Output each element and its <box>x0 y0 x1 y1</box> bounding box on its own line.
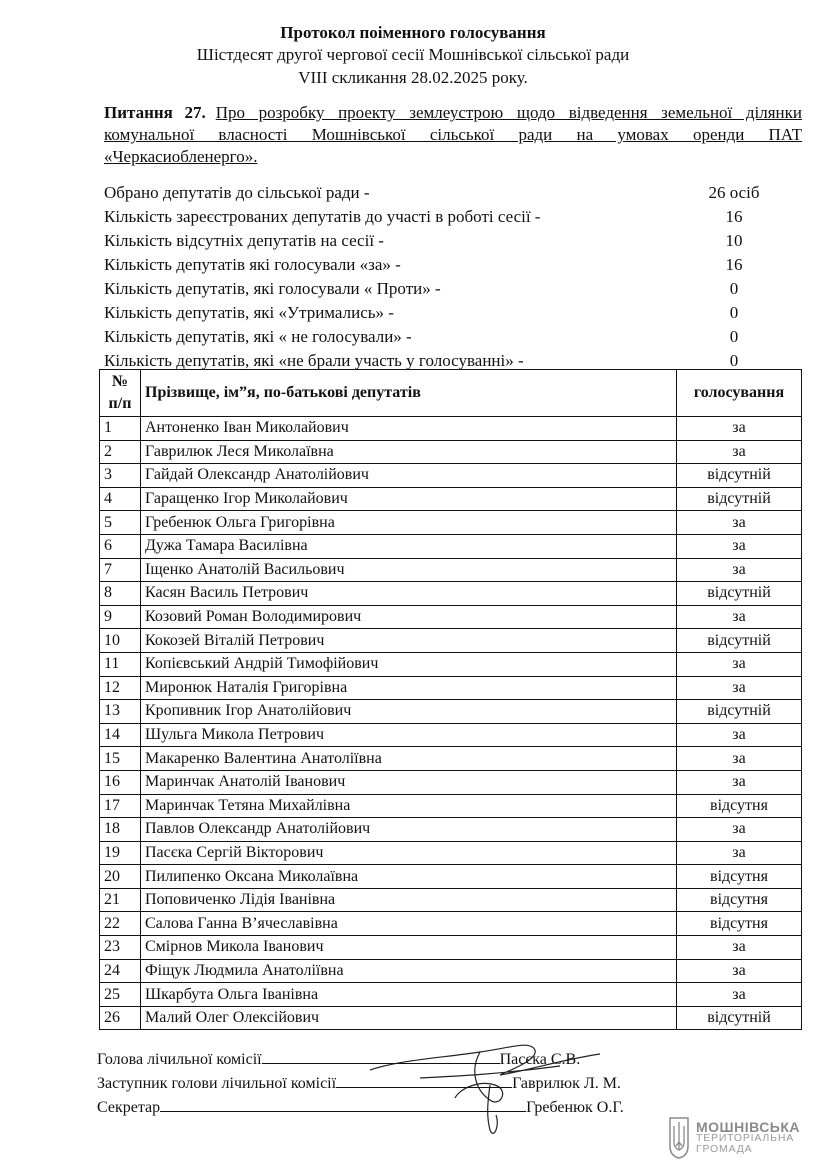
table-row <box>100 912 802 936</box>
vote-result: за <box>677 959 802 983</box>
table-row <box>100 888 802 912</box>
document-title: Протокол поіменного голосування <box>280 23 546 42</box>
vote-result: відсутня <box>677 794 802 818</box>
row-number: 9 <box>100 605 141 629</box>
vote-result: за <box>677 652 802 676</box>
community-logo <box>668 1116 800 1160</box>
stat-label: Кількість депутатів, які « не голосували» - <box>104 327 412 346</box>
stat-row <box>104 181 764 205</box>
row-number: 12 <box>100 676 141 700</box>
table-row <box>100 629 802 653</box>
row-number: 26 <box>100 1006 141 1030</box>
deputy-name: Козовий Роман Володимирович <box>141 605 677 629</box>
vote-result: відсутній <box>677 700 802 724</box>
document-header <box>0 22 826 89</box>
deputy-name: Смірнов Микола Іванович <box>141 936 677 960</box>
row-number: 8 <box>100 582 141 606</box>
deputy-name: Маринчак Тетяна Михайлівна <box>141 794 677 818</box>
question-text: Про розробку проекту землеустрою щодо відведення земельної ділянки комунальної власності Мошнівської сільської ради на умовах оренди ПАТ «Черкасиобленерго». <box>104 103 802 166</box>
vote-result: за <box>677 440 802 464</box>
row-number: 21 <box>100 888 141 912</box>
stat-row <box>104 253 764 277</box>
stat-value: 26 осіб <box>708 183 760 202</box>
vote-result: за <box>677 747 802 771</box>
table-row <box>100 605 802 629</box>
vote-result: за <box>677 511 802 535</box>
table-row <box>100 983 802 1007</box>
deputy-name: Дужа Тамара Василівна <box>141 534 677 558</box>
stat-label: Кількість депутатів, які голосували « Проти» - <box>104 279 441 298</box>
row-number: 6 <box>100 534 141 558</box>
stat-value: 16 <box>725 255 743 274</box>
vote-result: за <box>677 605 802 629</box>
vote-result: відсутня <box>677 888 802 912</box>
vote-result: відсутній <box>677 629 802 653</box>
secretary-label: Секретар <box>97 1099 161 1116</box>
secretary-name: Гребенюк О.Г. <box>526 1099 624 1116</box>
stat-label: Кількість відсутніх депутатів на сесії - <box>104 231 384 250</box>
table-row <box>100 936 802 960</box>
deputy-name: Копієвський Андрій Тимофійович <box>141 652 677 676</box>
chair-label: Голова лічильної комісії <box>97 1051 262 1068</box>
stat-value: 0 <box>729 327 739 346</box>
row-number: 22 <box>100 912 141 936</box>
deputy-name: Миронюк Наталія Григорівна <box>141 676 677 700</box>
stat-value: 16 <box>725 207 743 226</box>
stat-row <box>104 277 764 301</box>
table-row <box>100 723 802 747</box>
table-row <box>100 865 802 889</box>
stat-label: Обрано депутатів до сільської ради - <box>104 183 370 202</box>
deputy-name: Гребенюк Ольга Григорівна <box>141 511 677 535</box>
table-row <box>100 487 802 511</box>
stat-label: Кількість зареєстрованих депутатів до участі в роботі сесії - <box>104 207 541 226</box>
stat-label: Кількість депутатів які голосували «за» - <box>104 255 401 274</box>
stat-value: 0 <box>729 303 739 322</box>
chair-signature-row <box>97 1048 697 1072</box>
row-number: 10 <box>100 629 141 653</box>
vote-result: за <box>677 676 802 700</box>
stat-value: 0 <box>729 351 739 370</box>
deputy-label: Заступник голови лічильної комісії <box>97 1075 337 1092</box>
table-row <box>100 794 802 818</box>
vote-statistics <box>104 181 764 373</box>
table-header-row <box>100 370 802 417</box>
secretary-signature-row <box>97 1096 697 1120</box>
signature-block <box>97 1048 697 1120</box>
column-header-number: № п/п <box>100 370 141 417</box>
stat-value: 0 <box>729 279 739 298</box>
vote-result: за <box>677 841 802 865</box>
deputy-name: Фіщук Людмила Анатоліївна <box>141 959 677 983</box>
vote-result: за <box>677 983 802 1007</box>
deputy-name: Салова Ганна В’ячеславівна <box>141 912 677 936</box>
table-row <box>100 747 802 771</box>
row-number: 1 <box>100 417 141 441</box>
table-row <box>100 534 802 558</box>
table-row <box>100 676 802 700</box>
row-number: 3 <box>100 464 141 488</box>
vote-result: відсутня <box>677 865 802 889</box>
row-number: 11 <box>100 652 141 676</box>
deputy-name: Гаврилюк Л. М. <box>512 1075 621 1092</box>
column-header-vote: голосування <box>677 370 802 417</box>
deputy-signature-row <box>97 1072 697 1096</box>
vote-result: за <box>677 770 802 794</box>
question-block <box>104 102 802 168</box>
deputy-name: Шкарбута Ольга Іванівна <box>141 983 677 1007</box>
deputy-name: Іщенко Анатолій Васильович <box>141 558 677 582</box>
chair-name: Пасєка С.В. <box>499 1051 581 1068</box>
row-number: 18 <box>100 818 141 842</box>
row-number: 13 <box>100 700 141 724</box>
deputy-name: Гаращенко Ігор Миколайович <box>141 487 677 511</box>
table-row <box>100 770 802 794</box>
deputy-name: Кропивник Ігор Анатолійович <box>141 700 677 724</box>
vote-result: відсутня <box>677 912 802 936</box>
row-number: 23 <box>100 936 141 960</box>
table-row <box>100 464 802 488</box>
row-number: 20 <box>100 865 141 889</box>
logo-line1: МОШНІВСЬКА <box>696 1118 801 1135</box>
deputy-name: Гайдай Олександр Анатолійович <box>141 464 677 488</box>
table-row <box>100 652 802 676</box>
deputy-name: Пасєка Сергій Вікторович <box>141 841 677 865</box>
trident-icon <box>668 1116 690 1160</box>
stat-label: Кількість депутатів, які «Утримались» - <box>104 303 394 322</box>
row-number: 16 <box>100 770 141 794</box>
stat-value: 10 <box>725 231 743 250</box>
stat-row <box>104 229 764 253</box>
stat-row <box>104 205 764 229</box>
deputy-name: Павлов Олександр Анатолійович <box>141 818 677 842</box>
vote-result: за <box>677 534 802 558</box>
session-title: Шістдесят другої чергової сесії Мошнівської сільської ради <box>196 45 630 64</box>
vote-result: за <box>677 417 802 441</box>
row-number: 17 <box>100 794 141 818</box>
deputy-name: Макаренко Валентина Анатоліївна <box>141 747 677 771</box>
table-row <box>100 841 802 865</box>
logo-line3: ГРОМАДА <box>696 1142 753 1155</box>
roll-call-table <box>99 369 802 1030</box>
convocation-date: VIII скликання 28.02.2025 року. <box>298 68 528 87</box>
column-header-name: Прізвище, ім”я, по-батькові депутатів <box>141 370 677 417</box>
vote-result: за <box>677 558 802 582</box>
row-number: 5 <box>100 511 141 535</box>
deputy-name: Антоненко Іван Миколайович <box>141 417 677 441</box>
row-number: 4 <box>100 487 141 511</box>
table-row <box>100 558 802 582</box>
deputy-name: Пилипенко Оксана Миколаївна <box>141 865 677 889</box>
deputy-name: Шульга Микола Петрович <box>141 723 677 747</box>
row-number: 25 <box>100 983 141 1007</box>
vote-result: відсутній <box>677 487 802 511</box>
vote-result: відсутній <box>677 1006 802 1030</box>
logo-line2: ТЕРИТОРІАЛЬНА <box>696 1131 794 1144</box>
stat-row <box>104 325 764 349</box>
table-row <box>100 511 802 535</box>
table-row <box>100 818 802 842</box>
table-row <box>100 582 802 606</box>
table-row <box>100 700 802 724</box>
row-number: 15 <box>100 747 141 771</box>
vote-result: відсутній <box>677 464 802 488</box>
vote-result: за <box>677 936 802 960</box>
table-row <box>100 1006 802 1030</box>
deputy-name: Малий Олег Олексійович <box>141 1006 677 1030</box>
deputy-name: Кокозей Віталій Петрович <box>141 629 677 653</box>
deputy-name: Маринчак Анатолій Іванович <box>141 770 677 794</box>
row-number: 19 <box>100 841 141 865</box>
stat-row <box>104 301 764 325</box>
row-number: 7 <box>100 558 141 582</box>
deputy-name: Поповиченко Лідія Іванівна <box>141 888 677 912</box>
row-number: 14 <box>100 723 141 747</box>
table-row <box>100 440 802 464</box>
row-number: 2 <box>100 440 141 464</box>
vote-result: за <box>677 818 802 842</box>
vote-result: за <box>677 723 802 747</box>
deputy-name: Гаврилюк Леся Миколаївна <box>141 440 677 464</box>
table-row <box>100 417 802 441</box>
row-number: 24 <box>100 959 141 983</box>
deputy-name: Касян Василь Петрович <box>141 582 677 606</box>
vote-result: відсутній <box>677 582 802 606</box>
table-row <box>100 959 802 983</box>
stat-label: Кількість депутатів, які «не брали участь у голосуванні» - <box>104 351 524 370</box>
question-label: Питання 27. <box>104 103 206 122</box>
